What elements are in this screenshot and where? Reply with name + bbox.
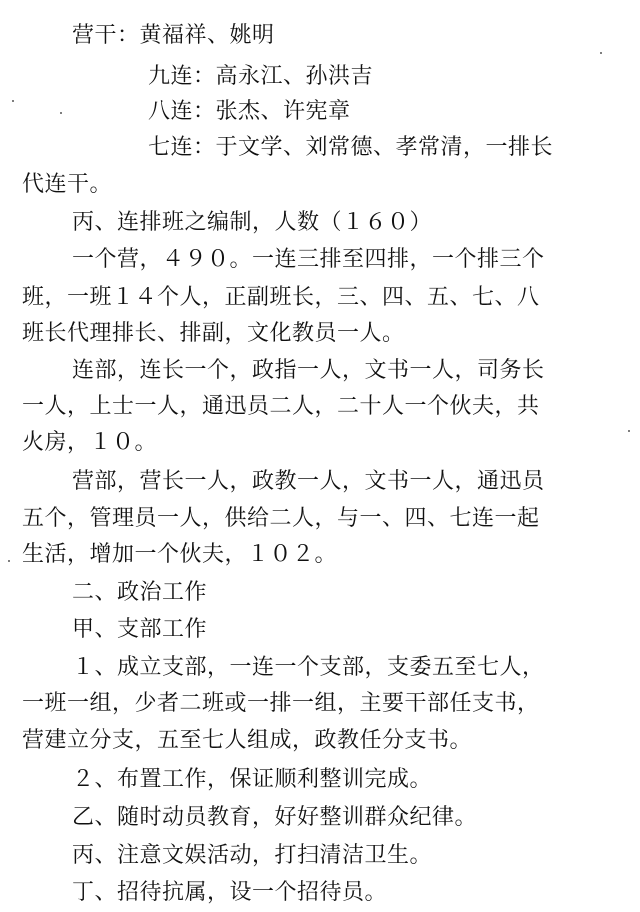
text-line: 乙、随时动员教育，好好整训群众纪律。 (72, 805, 478, 830)
text-line: 营部，营长一人，政教一人，文书一人，通迅员 (72, 469, 545, 494)
text-line: 生活，增加一个伙夫，１０２。 (22, 542, 338, 567)
text-line: 火房，１０。 (22, 430, 158, 455)
scan-speck (60, 112, 62, 114)
text-line: 营干：黄福祥、姚明 (72, 23, 275, 48)
text-line: 一人，上士一人，通迅员二人，二十人一个伙夫，共 (22, 394, 540, 419)
text-line: 连部，连长一个，政指一人，文书一人，司务长 (72, 358, 545, 383)
text-line: ２、布置工作，保证顺利整训完成。 (72, 767, 433, 792)
text-line: １、成立支部，一连一个支部，支委五至七人， (72, 655, 545, 680)
text-line: 代连干。 (22, 172, 113, 197)
text-line: 丙、连排班之编制，人数（１６０） (72, 210, 433, 235)
scan-speck (12, 100, 14, 102)
scan-speck (628, 430, 630, 432)
text-line: 七连：于文学、刘常德、孝常清，一排长 (148, 135, 554, 160)
text-line: 丙、注意文娱活动，打扫清洁卫生。 (72, 843, 433, 868)
scan-speck (8, 560, 10, 562)
text-line: 一个营，４９０。一连三排至四排，一个排三个 (72, 247, 545, 272)
scan-speck (600, 52, 602, 54)
text-line: 班长代理排长、排副，文化教员一人。 (22, 321, 405, 346)
text-line: 五个，管理员一人，供给二人，与一、四、七连一起 (22, 506, 540, 531)
text-line: 九连：高永江、孙洪吉 (148, 64, 374, 89)
text-line: 营建立分支，五至七人组成，政教任分支书。 (22, 728, 473, 753)
text-line: 二、政治工作 (72, 580, 208, 605)
text-line: 丁、招待抗属，设一个招待员。 (72, 880, 388, 905)
text-line: 甲、支部工作 (72, 617, 208, 642)
text-line: 一班一组，少者二班或一排一组，主要干部任支书， (22, 691, 540, 716)
text-line: 八连：张杰、许宪章 (148, 99, 351, 124)
text-line: 班，一班１４个人，正副班长，三、四、五、七、八 (22, 285, 540, 310)
